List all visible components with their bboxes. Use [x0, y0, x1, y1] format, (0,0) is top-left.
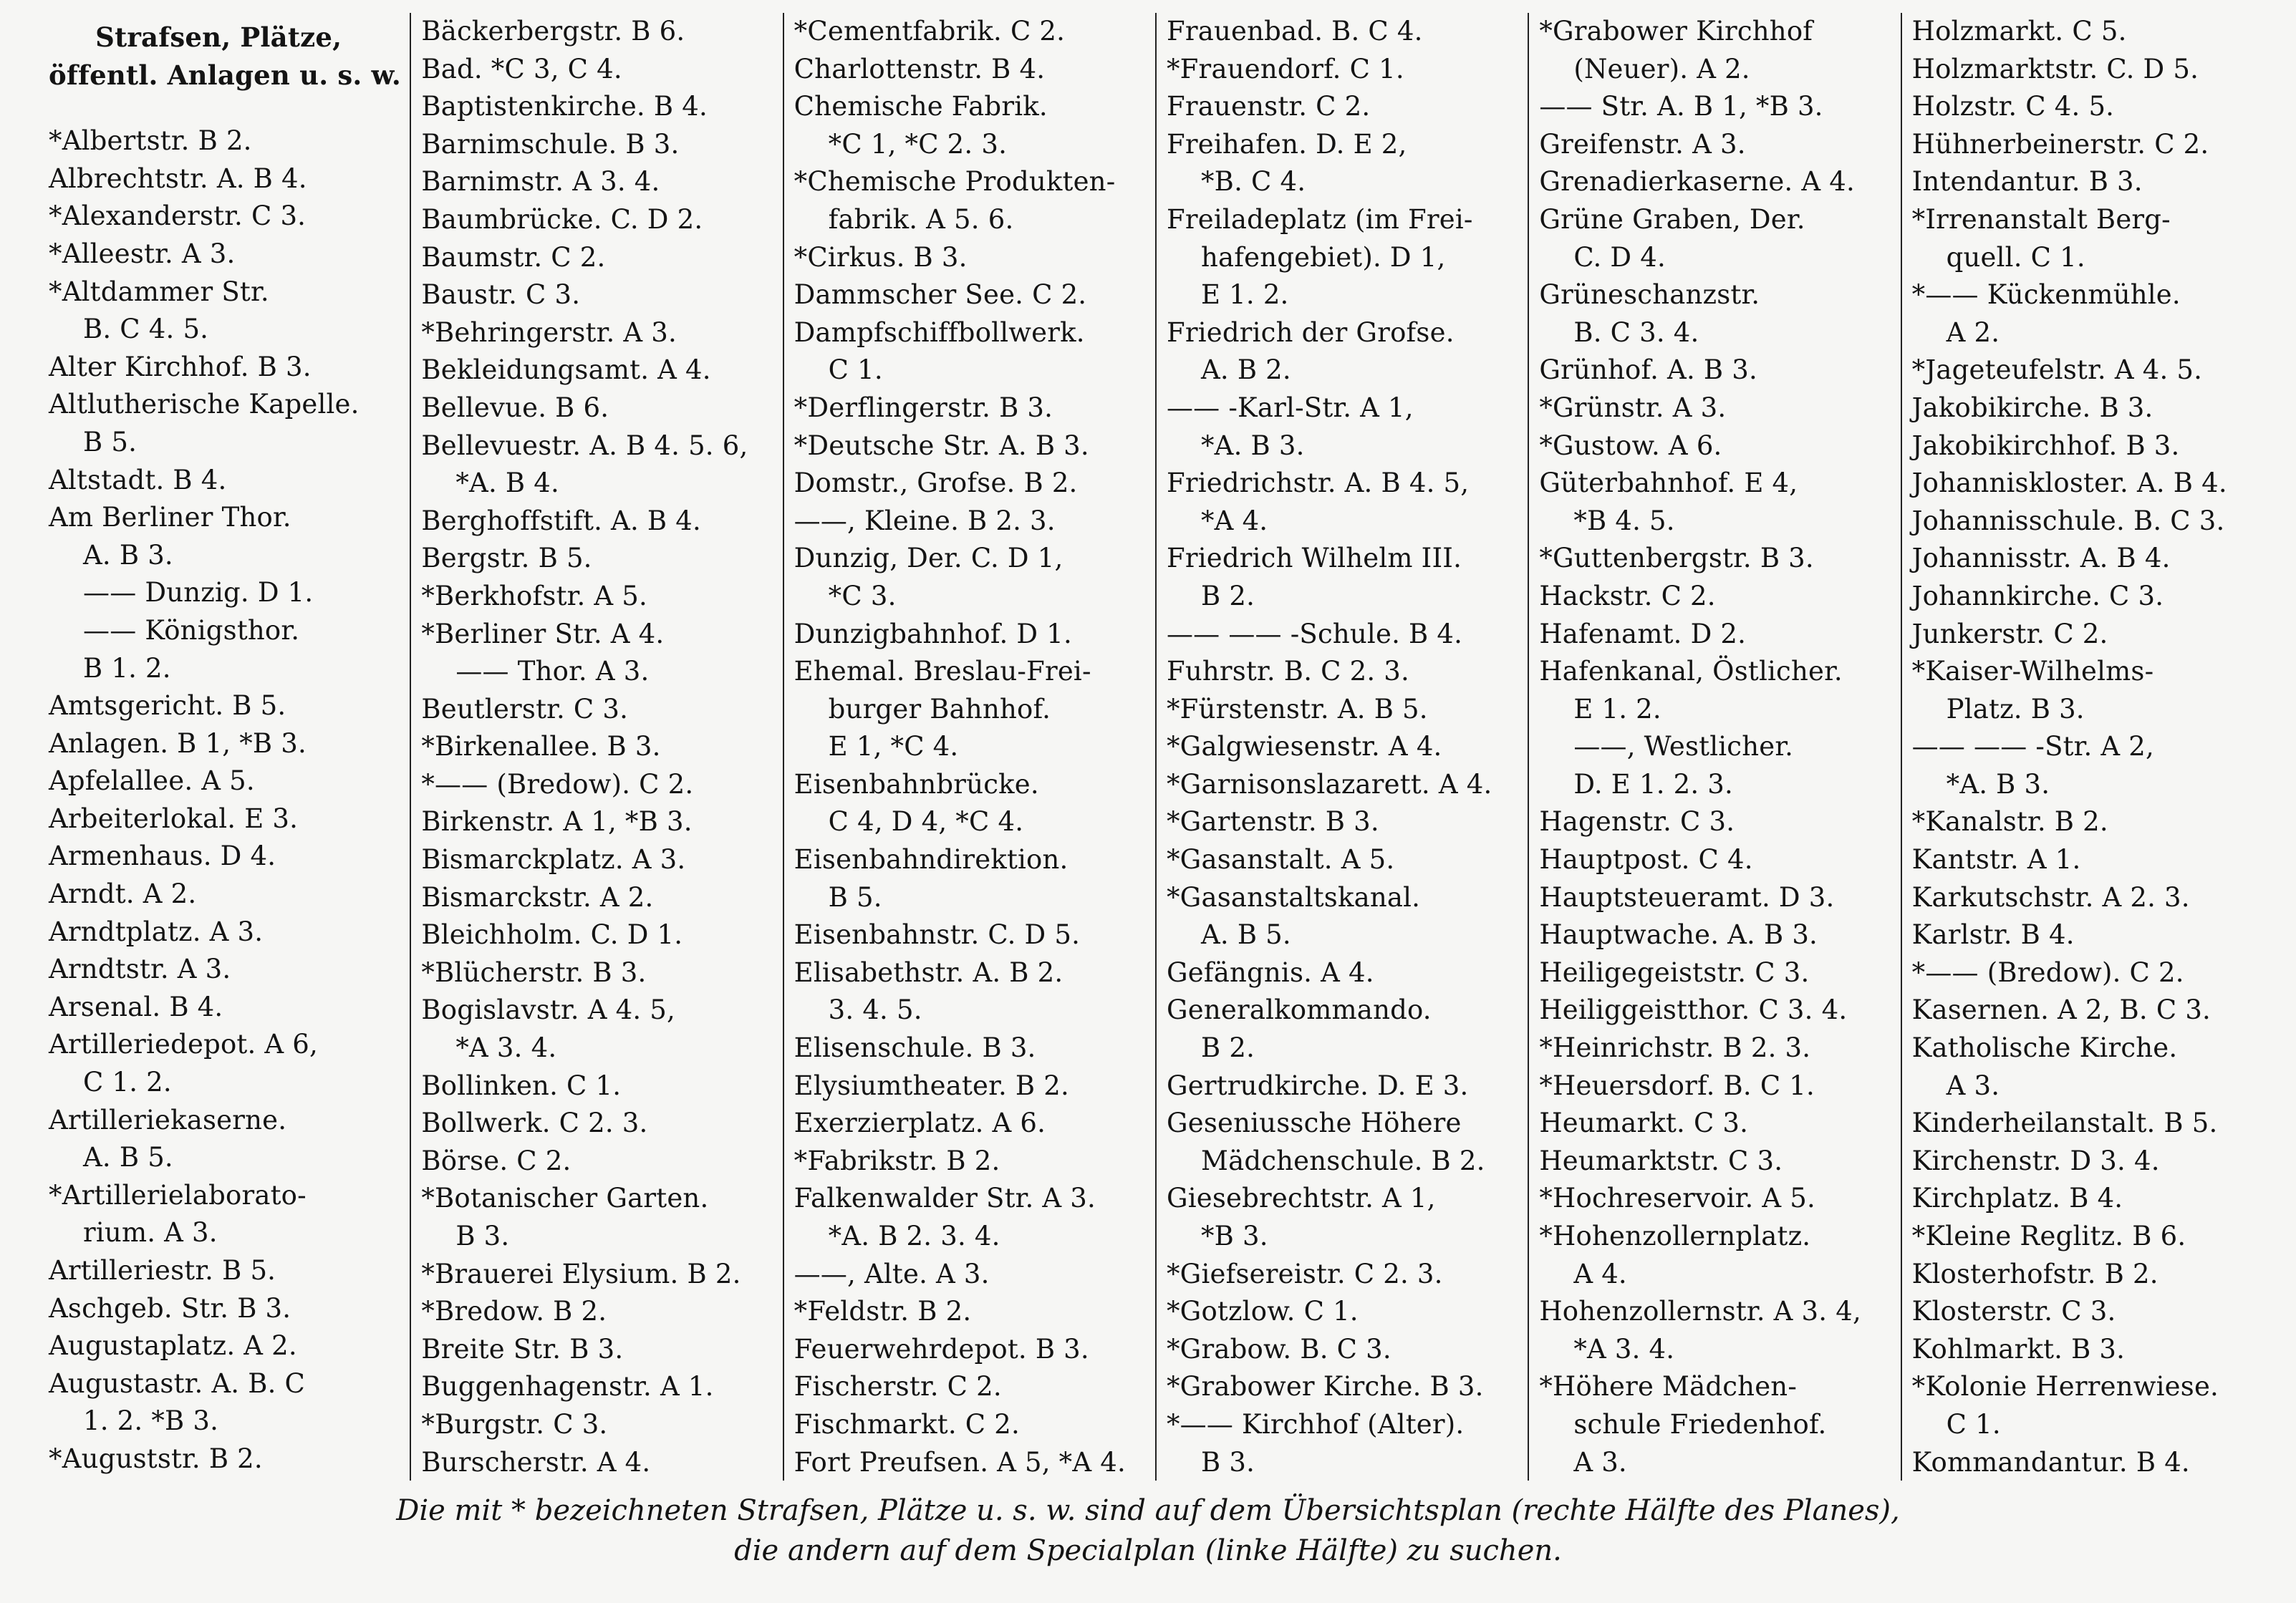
- index-entry: Hühnerbeinerstr. C 2.: [1911, 128, 2209, 160]
- index-entry: Artilleriestr. B 5.: [49, 1255, 276, 1286]
- index-entry: Johanniskloster. A. B 4.: [1911, 468, 2227, 499]
- index-entry: Generalkommando.: [1166, 994, 1432, 1026]
- index-entry: —— —— -Schule. B 4.: [1166, 618, 1463, 649]
- index-entry: Kohlmarkt. B 3.: [1911, 1333, 2126, 1365]
- index-entry: Kinderheilanstalt. B 5.: [1911, 1108, 2218, 1139]
- index-entry: Altstadt. B 4.: [49, 464, 227, 495]
- index-entry: Heumarkt. C 3.: [1539, 1108, 1749, 1139]
- index-entry-continuation: A 2.: [1946, 316, 2000, 348]
- index-entry: Heumarktstr. C 3.: [1539, 1145, 1783, 1176]
- index-entry-continuation: rium. A 3.: [83, 1217, 218, 1249]
- index-entry: *Artillerielaborato-: [49, 1179, 307, 1211]
- index-entry: *Altdammer Str.: [49, 276, 269, 307]
- index-entry: —— —— -Str. A 2,: [1911, 731, 2155, 762]
- index-entry: *Höhere Mädchen-: [1539, 1371, 1798, 1403]
- index-entry-continuation: (Neuer). A 2.: [1573, 53, 1750, 84]
- index-entry-continuation: 3. 4. 5.: [828, 994, 922, 1026]
- index-entry: Hohenzollernstr. A 3. 4,: [1539, 1296, 1861, 1327]
- index-entry-continuation: E 1. 2.: [1573, 693, 1661, 725]
- index-entry: *Cirkus. B 3.: [794, 241, 968, 273]
- index-entry: *Grabow. B. C 3.: [1166, 1333, 1391, 1365]
- index-entry: *Fürstenstr. A. B 5.: [1166, 693, 1428, 725]
- index-entry-continuation: A. B 2.: [1200, 354, 1291, 386]
- index-entry: Bollinken. C 1.: [421, 1070, 622, 1101]
- column-heading: Strafsen, Plätze,: [95, 21, 342, 53]
- footer-line: die andern auf dem Specialplan (linke Hälfte) zu suchen.: [734, 1534, 1562, 1567]
- index-entry: Grünhof. A. B 3.: [1539, 354, 1757, 386]
- index-entry: Hauptpost. C 4.: [1539, 844, 1753, 876]
- index-entry: Heiliggeistthor. C 3. 4.: [1539, 994, 1848, 1026]
- footer-line: Die mit * bezeichneten Strafsen, Plätze u. s. w. sind auf dem Übersichtsplan (rechte Hälfte des Planes),: [396, 1494, 1900, 1527]
- index-entry: Dampfschiffbollwerk.: [794, 316, 1085, 348]
- index-entry: Bad. *C 3, C 4.: [421, 53, 622, 84]
- index-entry: Friedrich der Grofse.: [1166, 316, 1455, 348]
- index-entry: Arbeiterlokal. E 3.: [49, 803, 299, 834]
- index-entry-continuation: —— Thor. A 3.: [455, 656, 650, 687]
- index-entry-continuation: quell. C 1.: [1946, 241, 2085, 273]
- index-entry: Hauptwache. A. B 3.: [1539, 919, 1818, 951]
- index-entry: *Kolonie Herrenwiese.: [1911, 1371, 2219, 1403]
- index-entry: *Birkenallee. B 3.: [421, 731, 661, 762]
- index-entry-continuation: A. B 3.: [83, 539, 173, 571]
- index-entry: ——, Kleine. B 2. 3.: [794, 505, 1056, 536]
- index-entry: Arsenal. B 4.: [49, 991, 223, 1022]
- index-entry-continuation: hafengebiet). D 1,: [1200, 241, 1446, 273]
- index-entry: —— -Karl-Str. A 1,: [1166, 392, 1414, 423]
- index-entry: *Kanalstr. B 2.: [1911, 806, 2108, 838]
- index-entry: *Gotzlow. C 1.: [1166, 1296, 1359, 1327]
- index-entry: Freihafen. D. E 2,: [1166, 128, 1407, 160]
- index-entry: Anlagen. B 1, *B 3.: [49, 727, 307, 759]
- index-entry: Holzmarktstr. C. D 5.: [1911, 53, 2199, 84]
- index-entry: Ehemal. Breslau-Frei-: [794, 656, 1091, 687]
- index-entry: Feuerwehrdepot. B 3.: [794, 1333, 1089, 1365]
- index-entry: Bellevuestr. A. B 4. 5. 6,: [421, 430, 748, 461]
- index-entry: Amtsgericht. B 5.: [49, 690, 286, 722]
- index-entry-continuation: B 1. 2.: [83, 652, 171, 684]
- index-entry: *Guttenbergstr. B 3.: [1539, 543, 1814, 574]
- index-entry: *Burgstr. C 3.: [421, 1408, 608, 1440]
- index-entry: Kasernen. A 2, B. C 3.: [1911, 994, 2211, 1026]
- index-entry: Dunzig, Der. C. D 1,: [794, 543, 1063, 574]
- index-entry: Klosterstr. C 3.: [1911, 1296, 2116, 1327]
- index-entry: Bleichholm. C. D 1.: [421, 919, 683, 951]
- index-entry: Baumbrücke. C. D 2.: [421, 203, 703, 235]
- index-entry-continuation: A 3.: [1946, 1070, 2000, 1101]
- index-entry: *Heuersdorf. B. C 1.: [1539, 1070, 1815, 1101]
- index-entry: Katholische Kirche.: [1911, 1032, 2178, 1064]
- index-entry: Hafenamt. D 2.: [1539, 618, 1747, 649]
- index-entry: *—— Kirchhof (Alter).: [1166, 1408, 1465, 1440]
- index-entry-continuation: B 5.: [828, 881, 882, 913]
- index-entry: *Gasanstalt. A 5.: [1166, 844, 1395, 876]
- index-entry-continuation: —— Dunzig. D 1.: [83, 577, 314, 609]
- index-entry: *Hochreservoir. A 5.: [1539, 1183, 1816, 1214]
- index-entry-continuation: A. B 5.: [1200, 919, 1291, 951]
- index-entry: *Botanischer Garten.: [421, 1183, 709, 1214]
- index-entry: Gefängnis. A 4.: [1166, 957, 1374, 988]
- index-entry-continuation: C 1. 2.: [83, 1067, 172, 1098]
- index-entry-continuation: 1. 2. *B 3.: [83, 1405, 219, 1437]
- index-column: [1529, 13, 1901, 1481]
- index-entry-continuation: E 1, *C 4.: [828, 731, 959, 762]
- index-entry-continuation: schule Friedenhof.: [1573, 1408, 1827, 1440]
- index-entry-continuation: fabrik. A 5. 6.: [828, 203, 1014, 235]
- index-entry: Grenadierkaserne. A 4.: [1539, 166, 1855, 198]
- index-entry: Fort Preufsen. A 5, *A 4.: [794, 1446, 1126, 1478]
- index-entry: Frauenstr. C 2.: [1166, 91, 1371, 122]
- index-entry: Friedrichstr. A. B 4. 5,: [1166, 468, 1470, 499]
- index-entry: Güterbahnhof. E 4,: [1539, 468, 1798, 499]
- index-entry: *Blücherstr. B 3.: [421, 957, 647, 988]
- index-entry-continuation: A. B 5.: [83, 1142, 173, 1173]
- index-entry-continuation: B. C 4. 5.: [83, 314, 209, 345]
- index-entry: Albrechtstr. A. B 4.: [49, 163, 307, 194]
- index-entry-continuation: *A. B 2. 3. 4.: [828, 1221, 1000, 1251]
- index-entry: Artilleriedepot. A 6,: [49, 1029, 319, 1060]
- index-entry: *Behringerstr. A 3.: [421, 316, 677, 348]
- index-entry: Eisenbahndirektion.: [794, 844, 1069, 876]
- index-entry: *Berkhofstr. A 5.: [421, 580, 648, 611]
- index-entry-continuation: Mädchenschule. B 2.: [1200, 1145, 1485, 1176]
- index-entry: Charlottenstr. B 4.: [794, 53, 1046, 84]
- index-entry: *Albertstr. B 2.: [49, 125, 252, 157]
- index-entry: Domstr., Grofse. B 2.: [794, 468, 1078, 499]
- index-entry: *Kleine Reglitz. B 6.: [1911, 1221, 2186, 1251]
- index-entry: Arndtplatz. A 3.: [49, 916, 264, 947]
- index-entry: Aschgeb. Str. B 3.: [49, 1292, 291, 1324]
- index-entry: Dammscher See. C 2.: [794, 279, 1087, 311]
- index-entry: Bergstr. B 5.: [421, 543, 592, 574]
- index-entry: Kommandantur. B 4.: [1911, 1446, 2190, 1478]
- index-entry: *Bredow. B 2.: [421, 1296, 607, 1327]
- index-entry: *Galgwiesenstr. A 4.: [1166, 731, 1442, 762]
- index-entry: Greifenstr. A 3.: [1539, 128, 1746, 160]
- index-entry-continuation: *A 3. 4.: [1573, 1333, 1675, 1365]
- index-column: [411, 13, 783, 1481]
- index-entry: Apfelallee. A 5.: [49, 765, 255, 797]
- index-entry: Am Berliner Thor.: [49, 502, 291, 533]
- index-entry: *Gustow. A 6.: [1539, 430, 1722, 461]
- index-entry-continuation: A 4.: [1573, 1258, 1627, 1289]
- index-entry: Bellevue. B 6.: [421, 392, 609, 423]
- index-entry-continuation: *A. B 4.: [455, 468, 559, 499]
- index-entry-continuation: —— Königsthor.: [83, 614, 300, 646]
- index-entry: Klosterhofstr. B 2.: [1911, 1258, 2158, 1289]
- index-entry-continuation: B 2.: [1200, 1032, 1255, 1064]
- index-entry-continuation: C 4, D 4, *C 4.: [828, 806, 1024, 838]
- index-entry: *Feldstr. B 2.: [794, 1296, 972, 1327]
- index-entry-continuation: B 5.: [83, 426, 138, 457]
- index-entry: Elysiumtheater. B 2.: [794, 1070, 1069, 1101]
- index-entry-continuation: *C 3.: [828, 580, 897, 611]
- index-entry: *—— Kückenmühle.: [1911, 279, 2181, 311]
- index-entry: Grüne Graben, Der.: [1539, 203, 1805, 235]
- index-entry: *Gasanstaltskanal.: [1166, 881, 1421, 913]
- index-entry: Hafenkanal, Östlicher.: [1539, 656, 1843, 687]
- index-entry: Buggenhagenstr. A 1.: [421, 1371, 714, 1403]
- index-entry: *Grabower Kirche. B 3.: [1166, 1371, 1484, 1403]
- index-entry: Gertrudkirche. D. E 3.: [1166, 1070, 1469, 1101]
- index-entry: Hackstr. C 2.: [1539, 580, 1716, 611]
- index-entry: Altlutherische Kapelle.: [49, 389, 360, 420]
- index-entry-continuation: ——, Westlicher.: [1573, 731, 1794, 762]
- index-entry: Dunzigbahnhof. D 1.: [794, 618, 1072, 649]
- index-entry: *Cementfabrik. C 2.: [794, 16, 1066, 47]
- index-entry-continuation: E 1. 2.: [1200, 279, 1289, 311]
- index-entry: Chemische Fabrik.: [794, 91, 1048, 122]
- index-entry-continuation: B 3.: [1200, 1446, 1255, 1478]
- index-entry-continuation: *B 3.: [1200, 1221, 1268, 1251]
- index-entry-continuation: D. E 1. 2. 3.: [1573, 768, 1733, 800]
- index-entry: Arndt. A 2.: [49, 878, 197, 910]
- index-column: [39, 13, 411, 1481]
- index-entry: Holzstr. C 4. 5.: [1911, 91, 2115, 122]
- index-entry-continuation: C 1.: [1946, 1408, 2001, 1440]
- index-entry-continuation: *A 4.: [1200, 505, 1268, 536]
- index-entry: Augustaplatz. A 2.: [49, 1330, 297, 1362]
- index-entry: Birkenstr. A 1, *B 3.: [421, 806, 693, 838]
- index-entry: Artilleriekaserne.: [49, 1104, 287, 1135]
- index-entry: *Grünstr. A 3.: [1539, 392, 1727, 423]
- index-entry: Elisabethstr. A. B 2.: [794, 957, 1063, 988]
- index-entry: Fischmarkt. C 2.: [794, 1408, 1020, 1440]
- index-entry-continuation: *C 1, *C 2. 3.: [828, 128, 1008, 160]
- index-entry: *Derflingerstr. B 3.: [794, 392, 1053, 423]
- index-entry-continuation: C 1.: [828, 354, 883, 386]
- index-entry: Friedrich Wilhelm III.: [1166, 543, 1462, 574]
- index-entry: Alter Kirchhof. B 3.: [49, 351, 312, 382]
- index-entry: Börse. C 2.: [421, 1145, 571, 1176]
- footer-note: [0, 1491, 2296, 1571]
- column-heading: öffentl. Anlagen u. s. w.: [49, 59, 401, 91]
- index-entry: Baptistenkirche. B 4.: [421, 91, 708, 122]
- index-entry-continuation: *A 3. 4.: [455, 1032, 557, 1064]
- index-entry-continuation: *A. B 3.: [1946, 768, 2050, 800]
- index-entry-continuation: A 3.: [1573, 1446, 1627, 1478]
- index-entry: *—— (Bredow). C 2.: [421, 768, 694, 800]
- index-entry: Elisenschule. B 3.: [794, 1032, 1036, 1064]
- index-entry: Baumstr. C 2.: [421, 241, 606, 273]
- index-entry-continuation: B 2.: [1200, 580, 1255, 611]
- index-column: [1902, 13, 2273, 1481]
- index-entry: *Jageteufelstr. A 4. 5.: [1911, 354, 2203, 386]
- index-entry: *Alleestr. A 3.: [49, 238, 236, 269]
- index-entry: *—— (Bredow). C 2.: [1911, 957, 2184, 988]
- index-entry: *Hohenzollernplatz.: [1539, 1221, 1811, 1251]
- index-entry: *Alexanderstr. C 3.: [49, 200, 307, 232]
- index-entry: *Giefsereistr. C 2. 3.: [1166, 1258, 1443, 1289]
- index-entry: Heiligegeiststr. C 3.: [1539, 957, 1810, 988]
- index-entry: Baustr. C 3.: [421, 279, 581, 311]
- index-entry: Eisenbahnstr. C. D 5.: [794, 919, 1081, 951]
- index-entry-continuation: *A. B 3.: [1200, 430, 1305, 461]
- index-column: [784, 13, 1157, 1481]
- index-entry: Bogislavstr. A 4. 5,: [421, 994, 675, 1026]
- index-entry: Kirchenstr. D 3. 4.: [1911, 1145, 2160, 1176]
- index-entry: Armenhaus. D 4.: [49, 841, 276, 872]
- index-entry-continuation: burger Bahnhof.: [828, 693, 1051, 725]
- index-entry: Barnimschule. B 3.: [421, 128, 680, 160]
- index-entry-continuation: *B. C 4.: [1200, 166, 1306, 198]
- index-entry-continuation: C. D 4.: [1573, 241, 1666, 273]
- index-entry: *Deutsche Str. A. B 3.: [794, 430, 1089, 461]
- index-entry: Kantstr. A 1.: [1911, 844, 2081, 876]
- index-entry: Jakobikirche. B 3.: [1911, 392, 2153, 423]
- index-entry-continuation: Platz. B 3.: [1946, 693, 2085, 725]
- index-entry: Beutlerstr. C 3.: [421, 693, 629, 725]
- street-index-columns: [39, 13, 2273, 1481]
- index-entry: *Heinrichstr. B 2. 3.: [1539, 1032, 1811, 1064]
- index-entry: *Brauerei Elysium. B 2.: [421, 1258, 741, 1289]
- index-entry: Frauenbad. B. C 4.: [1166, 16, 1423, 47]
- index-entry: Barnimstr. A 3. 4.: [421, 166, 660, 198]
- index-entry: *Gartenstr. B 3.: [1166, 806, 1379, 838]
- index-entry: *Kaiser-Wilhelms-: [1911, 656, 2154, 687]
- index-entry: Bismarckplatz. A 3.: [421, 844, 686, 876]
- index-entry: Kirchplatz. B 4.: [1911, 1183, 2123, 1214]
- index-entry: Exerzierplatz. A 6.: [794, 1108, 1046, 1139]
- index-entry: Burscherstr. A 4.: [421, 1446, 651, 1478]
- index-entry: Bismarckstr. A 2.: [421, 881, 654, 913]
- index-entry: Karlstr. B 4.: [1911, 919, 2075, 951]
- index-entry: *Auguststr. B 2.: [49, 1443, 263, 1474]
- index-entry: Breite Str. B 3.: [421, 1333, 624, 1365]
- index-entry: Berghoffstift. A. B 4.: [421, 505, 701, 536]
- index-entry: *Berliner Str. A 4.: [421, 618, 665, 649]
- index-entry: Freiladeplatz (im Frei-: [1166, 203, 1473, 235]
- index-entry: Hauptsteueramt. D 3.: [1539, 881, 1835, 913]
- index-entry: Johannisstr. A. B 4.: [1911, 543, 2171, 574]
- index-entry: Falkenwalder Str. A 3.: [794, 1183, 1096, 1214]
- index-column: [1157, 13, 1529, 1481]
- index-entry: *Grabower Kirchhof: [1539, 16, 1813, 47]
- index-entry: Geseniussche Höhere: [1166, 1108, 1462, 1139]
- index-entry: Karkutschstr. A 2. 3.: [1911, 881, 2190, 913]
- index-entry: *Fabrikstr. B 2.: [794, 1145, 1000, 1176]
- index-entry: *Irrenanstalt Berg-: [1911, 203, 2171, 235]
- index-entry: Jakobikirchhof. B 3.: [1911, 430, 2180, 461]
- index-entry: ——, Alte. A 3.: [794, 1258, 990, 1289]
- index-entry: Bollwerk. C 2. 3.: [421, 1108, 648, 1139]
- index-entry: Fischerstr. C 2.: [794, 1371, 1002, 1403]
- index-entry: —— Str. A. B 1, *B 3.: [1539, 91, 1823, 122]
- index-entry: Johannkirche. C 3.: [1911, 580, 2164, 611]
- index-entry: Intendantur. B 3.: [1911, 166, 2143, 198]
- index-entry: Holzmarkt. C 5.: [1911, 16, 2127, 47]
- index-entry-continuation: *B 4. 5.: [1573, 505, 1675, 536]
- index-entry: Grüneschanzstr.: [1539, 279, 1760, 311]
- index-entry: Bekleidungsamt. A 4.: [421, 354, 711, 386]
- index-entry-continuation: B 3.: [455, 1221, 510, 1251]
- index-entry: Fuhrstr. B. C 2. 3.: [1166, 656, 1409, 687]
- index-entry: Eisenbahnbrücke.: [794, 768, 1039, 800]
- index-entry: Augustastr. A. B. C: [49, 1367, 306, 1399]
- index-entry: Junkerstr. C 2.: [1911, 618, 2108, 649]
- index-entry: Johannisschule. B. C 3.: [1911, 505, 2225, 536]
- index-entry: *Frauendorf. C 1.: [1166, 53, 1404, 84]
- index-entry: *Garnisonslazarett. A 4.: [1166, 768, 1492, 800]
- index-entry: Arndtstr. A 3.: [49, 954, 231, 985]
- index-entry: Bäckerbergstr. B 6.: [421, 16, 685, 47]
- index-entry: Hagenstr. C 3.: [1539, 806, 1735, 838]
- index-entry: *Chemische Produkten-: [794, 166, 1116, 198]
- index-entry: Giesebrechtstr. A 1,: [1166, 1183, 1436, 1214]
- index-entry-continuation: B. C 3. 4.: [1573, 316, 1699, 348]
